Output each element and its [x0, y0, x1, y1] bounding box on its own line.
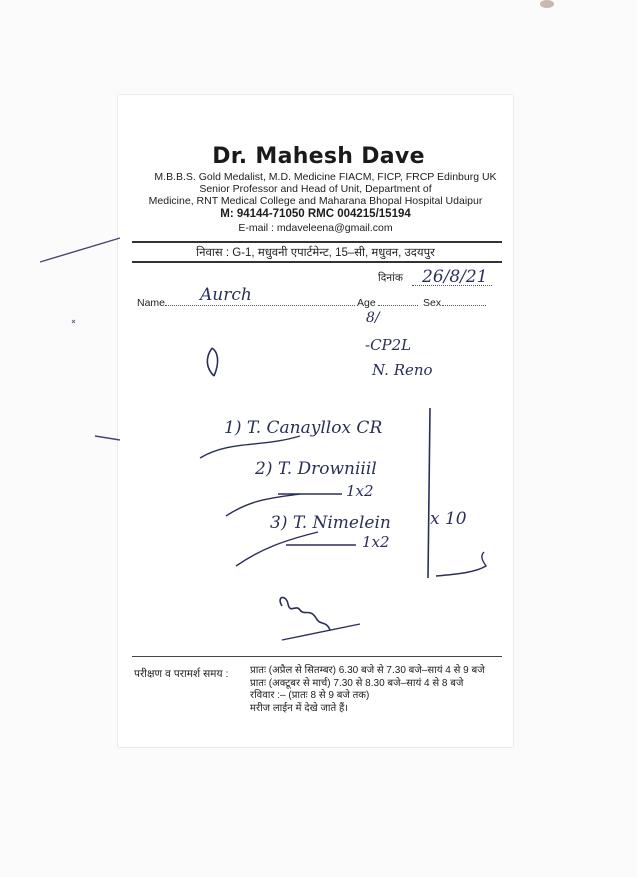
- rx-item-2: 2) T. Drowniiil: [255, 459, 377, 479]
- rx-duration: x 10: [430, 509, 467, 529]
- date-label: दिनांक: [378, 272, 403, 284]
- handwritten-note: -CP2L: [365, 336, 412, 354]
- doctor-name: Dr. Mahesh Dave: [212, 144, 425, 169]
- doctor-qualifications: M.B.B.S. Gold Medalist, M.D. Medicine FIACM, FICP, FRCP Edinburg UK: [154, 171, 497, 183]
- rx-item-3-dose: 1x2: [362, 533, 390, 551]
- signature-stroke: [280, 597, 330, 630]
- rx-underline: [236, 532, 318, 566]
- doctor-institution: Medicine, RNT Medical College and Maharana Bhopal Hospital Udaipur: [148, 195, 483, 207]
- doctor-designation: Senior Professor and Head of Unit, Department of: [199, 183, 432, 195]
- rx-item-2-dose: 1x2: [346, 482, 374, 500]
- doctor-mobile-registration: M: 94144-71050 RMC 004215/15194: [220, 208, 411, 220]
- timing-line: प्रातः (अप्रैल से सितम्बर) 6.30 बजे से 7.30 बजे–सायं 4 से 9 बजे: [250, 665, 485, 676]
- rx-symbol: [207, 348, 217, 376]
- sex-label: Sex: [423, 297, 442, 309]
- rx-underline: [200, 436, 300, 458]
- handwritten-patient-name: Aurch: [200, 285, 252, 305]
- duration-tick: [436, 552, 486, 576]
- consultation-timings: [250, 665, 485, 715]
- footer-divider: [132, 656, 502, 657]
- stray-pen-mark: [95, 436, 120, 440]
- rx-item-1: 1) T. Canayllox CR: [224, 418, 383, 438]
- handwritten-age-mark: 8/: [366, 310, 380, 326]
- residence-address: निवास : G-1, मधुवनी एपार्टमेन्ट, 15–सी, मधुवन, उदयपुर: [196, 247, 435, 259]
- consultation-timings-label: परीक्षण व परामर्श समय :: [134, 668, 229, 680]
- timing-line: प्रातः (अक्टूबर से मार्च) 7.30 से 8.30 बजे–सायं 4 से 8 बजे: [250, 677, 464, 689]
- doctor-signature: [280, 597, 360, 640]
- doctor-email: E-mail : mdaveleena@gmail.com: [238, 222, 393, 234]
- signature-stroke: [282, 624, 360, 640]
- rx-item-3: 3) T. Nimelein: [270, 513, 391, 533]
- handwritten-date: 26/8/21: [422, 267, 488, 287]
- stray-pen-mark: [72, 320, 75, 323]
- timing-line: मरीज लाईन में देखे जाते हैं।: [250, 702, 349, 714]
- age-label: Age: [357, 297, 376, 309]
- timing-line: रविवार :– (प्रातः 8 से 9 बजे तक): [250, 690, 370, 701]
- handwritten-note: N. Reno: [372, 361, 433, 379]
- stray-pen-mark: [40, 238, 120, 262]
- name-label: Name: [137, 297, 166, 309]
- bracket-line: [428, 408, 430, 578]
